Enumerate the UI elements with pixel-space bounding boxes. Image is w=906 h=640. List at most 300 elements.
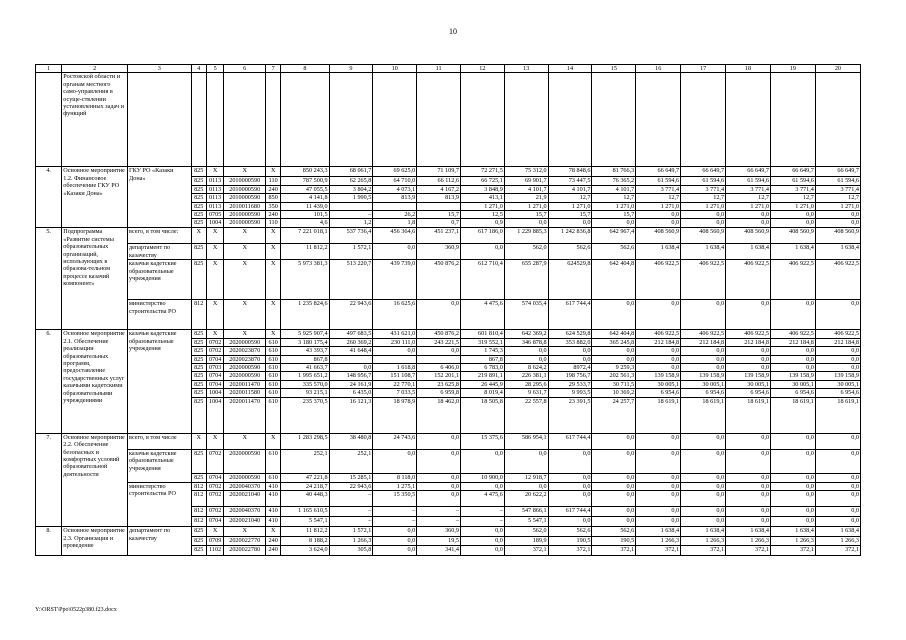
amount-cell: 1 271,0 [592, 202, 636, 210]
amount-cell: 68 061,7 [329, 167, 373, 177]
amount-cell: 0,0 [592, 482, 636, 490]
code-cell: 410 [266, 507, 281, 517]
amount-cell: 66 649,7 [815, 167, 860, 177]
amount-cell: 3 804,2 [329, 185, 373, 193]
amount-cell: 47 055,5 [281, 185, 329, 193]
executor-cell: ГКУ РО «Казаки Дона» [128, 167, 192, 228]
code-cell: 825 [191, 202, 206, 210]
code-cell: 0702 [206, 507, 224, 517]
amount-cell: 15,7 [417, 211, 461, 219]
amount-cell: 11 812,2 [281, 244, 329, 260]
amount-cell: 617 744,4 [548, 433, 592, 449]
table-cell [36, 73, 62, 167]
code-cell: 610 [266, 347, 281, 355]
amount-cell: 8 118,0 [373, 473, 417, 482]
amount-cell: 66 649,7 [770, 167, 815, 177]
amount-cell: 12,7 [592, 194, 636, 202]
code-cell: 2010000590 [224, 211, 266, 219]
table-row [36, 449, 861, 473]
amount-cell: 0,0 [770, 507, 815, 517]
code-cell: X [266, 260, 281, 300]
amount-cell: 0,0 [770, 433, 815, 449]
amount-cell: 22 557,8 [504, 397, 548, 433]
amount-cell: 0,0 [770, 355, 815, 363]
amount-cell: 0,0 [548, 347, 592, 355]
amount-cell: 18 619,1 [681, 397, 726, 433]
page-number: 10 [449, 27, 457, 36]
measure-name: Основное мероприятие 2.2. Обеспечение безопасных и комфортных условий образовательной деятельности [62, 433, 128, 526]
code-cell: 610 [266, 397, 281, 433]
amount-cell: 372,1 [726, 545, 771, 555]
code-cell: 812 [191, 507, 206, 517]
amount-cell: 850 243,3 [281, 167, 329, 177]
amount-cell: 513 220,7 [329, 260, 373, 300]
amount-cell: 0,0 [636, 517, 681, 527]
amount-cell: 0,0 [815, 300, 860, 330]
column-header: 2 [62, 65, 128, 73]
amount-cell: 0,0 [681, 355, 726, 363]
table-cell [770, 73, 815, 167]
amount-cell: 47 221,8 [281, 473, 329, 482]
amount-cell: 0,0 [726, 355, 771, 363]
code-cell: 410 [266, 482, 281, 490]
code-cell: X [206, 527, 224, 537]
code-cell: 825 [191, 364, 206, 372]
amount-cell: 0,0 [726, 449, 771, 473]
amount-cell: 1 572,1 [329, 244, 373, 260]
amount-cell: 0,0 [592, 491, 636, 507]
amount-cell: 0,0 [548, 491, 592, 507]
amount-cell: 5 925 907,4 [281, 330, 329, 338]
amount-cell: 9 993,5 [548, 389, 592, 397]
amount-cell: 1 266,3 [770, 537, 815, 545]
code-cell: 0113 [206, 194, 224, 202]
amount-cell: 0,0 [460, 527, 504, 537]
code-cell: 0702 [206, 449, 224, 473]
table-cell [592, 73, 636, 167]
code-cell: 2020000590 [224, 364, 266, 372]
table-row [36, 244, 861, 260]
amount-cell: 1 271,0 [770, 202, 815, 210]
amount-cell: 0,0 [636, 219, 681, 228]
amount-cell: 0,0 [770, 517, 815, 527]
amount-cell: 61 594,6 [770, 177, 815, 185]
amount-cell: 151 108,7 [373, 372, 417, 380]
code-cell: 825 [191, 347, 206, 355]
amount-cell: 408 560,9 [770, 228, 815, 244]
amount-cell: 28 295,6 [504, 380, 548, 388]
code-cell: 825 [191, 219, 206, 228]
header-row [36, 65, 861, 73]
amount-cell: 0,0 [815, 433, 860, 449]
amount-cell: 26 445,9 [460, 380, 504, 388]
executor-cell: казачьи кадетские образовательные учреждения [128, 449, 192, 482]
amount-cell: 3 771,4 [726, 185, 771, 193]
amount-cell: 72 271,5 [460, 167, 504, 177]
amount-cell: 0,0 [592, 355, 636, 363]
amount-cell: 0,0 [726, 300, 771, 330]
amount-cell: 8972,4 [548, 364, 592, 372]
amount-cell: 3 771,4 [636, 185, 681, 193]
amount-cell: 1 638,4 [815, 244, 860, 260]
amount-cell: 406 922,5 [681, 330, 726, 338]
amount-cell: 12,7 [636, 194, 681, 202]
amount-cell: 1 266,3 [636, 537, 681, 545]
amount-cell: – [417, 517, 461, 527]
amount-cell [373, 202, 417, 210]
amount-cell: 22 770,1 [373, 380, 417, 388]
amount-cell: 365 245,8 [592, 338, 636, 346]
amount-cell: 18 619,1 [636, 397, 681, 433]
code-cell: 2020000590 [224, 473, 266, 482]
code-cell: 825 [191, 397, 206, 433]
column-header: 3 [128, 65, 192, 73]
amount-cell: 41 663,7 [281, 364, 329, 372]
amount-cell: 148 956,7 [329, 372, 373, 380]
amount-cell: 41 648,4 [329, 347, 373, 355]
amount-cell: 562,0 [504, 527, 548, 537]
code-cell: 2020023870 [224, 355, 266, 363]
code-cell: X [191, 433, 206, 449]
code-cell: 825 [191, 185, 206, 193]
amount-cell: 0,0 [726, 491, 771, 507]
amount-cell: 235 370,5 [281, 397, 329, 433]
column-header: 18 [726, 65, 771, 73]
amount-cell: 406 922,5 [681, 260, 726, 300]
code-cell: 2020011580 [224, 389, 266, 397]
amount-cell: 0,0 [592, 347, 636, 355]
amount-cell: 0,0 [681, 219, 726, 228]
amount-cell: 406 922,5 [726, 260, 771, 300]
amount-cell: – [460, 517, 504, 527]
amount-cell: 1 638,4 [636, 527, 681, 537]
amount-cell: 243 221,5 [417, 338, 461, 346]
executor-cell: министерство строительства РО [128, 300, 192, 330]
executor-cell: казачьи кадетские образовательные учреждения [128, 330, 192, 433]
column-header: 9 [329, 65, 373, 73]
amount-cell: 5 973 381,3 [281, 260, 329, 300]
amount-cell: 586 954,1 [504, 433, 548, 449]
code-cell: 825 [191, 167, 206, 177]
column-header: 10 [373, 65, 417, 73]
amount-cell: 0,0 [681, 449, 726, 473]
column-header: 4 [191, 65, 206, 73]
amount-cell: 1 242 836,8 [548, 228, 592, 244]
amount-cell: 1 165 610,5 [281, 507, 329, 517]
amount-cell: 15,7 [504, 211, 548, 219]
amount-cell: 18 619,1 [726, 397, 771, 433]
amount-cell: 0,0 [636, 355, 681, 363]
executor-cell: всего, в том числе: [128, 228, 192, 244]
amount-cell: 360,9 [417, 527, 461, 537]
amount-cell: 8 188,2 [281, 537, 329, 545]
code-cell: 610 [266, 364, 281, 372]
amount-cell: 18 619,1 [770, 397, 815, 433]
amount-cell: 21,9 [504, 194, 548, 202]
amount-cell: 139 158,9 [770, 372, 815, 380]
amount-cell: 0,0 [592, 449, 636, 473]
code-cell: 2020011470 [224, 380, 266, 388]
amount-cell: 547 866,1 [504, 507, 548, 517]
code-cell: 240 [266, 211, 281, 219]
amount-cell: 0,0 [681, 482, 726, 490]
amount-cell: 1 271,0 [681, 202, 726, 210]
amount-cell: 0,0 [815, 482, 860, 490]
code-cell: 2020000590 [224, 372, 266, 380]
amount-cell: 456 364,6 [373, 228, 417, 244]
amount-cell: 78 848,6 [548, 167, 592, 177]
amount-cell: 8 624,2 [504, 364, 548, 372]
code-cell: X [266, 330, 281, 338]
amount-cell: 190,5 [592, 537, 636, 545]
code-cell: 610 [266, 372, 281, 380]
amount-cell: 0,0 [770, 473, 815, 482]
amount-cell: 0,0 [548, 355, 592, 363]
amount-cell: – [329, 517, 373, 527]
code-cell: X [206, 244, 224, 260]
amount-cell: 0,0 [726, 211, 771, 219]
table-cell [548, 73, 592, 167]
amount-cell: 0,0 [681, 517, 726, 527]
amount-cell: 252,1 [281, 449, 329, 473]
amount-cell: 0,0 [815, 364, 860, 372]
amount-cell: 139 158,9 [636, 372, 681, 380]
amount-cell: 0,0 [460, 244, 504, 260]
code-cell: 0704 [206, 355, 224, 363]
amount-cell: 4,6 [281, 219, 329, 228]
amount-cell: 15,7 [548, 211, 592, 219]
amount-cell: – [329, 211, 373, 219]
code-cell: 0702 [206, 338, 224, 346]
amount-cell: 0,0 [815, 517, 860, 527]
amount-cell: 642 967,4 [592, 228, 636, 244]
amount-cell: 0,0 [417, 491, 461, 507]
amount-cell: 22 943,6 [329, 482, 373, 490]
amount-cell: 212 184,8 [770, 338, 815, 346]
amount-cell: 9 259,3 [592, 364, 636, 372]
amount-cell: 0,0 [681, 300, 726, 330]
amount-cell: 226 381,1 [504, 372, 548, 380]
code-cell: X [266, 300, 281, 330]
code-cell: X [191, 228, 206, 244]
code-cell: 2010000590 [224, 185, 266, 193]
amount-cell: 867,8 [281, 355, 329, 363]
column-header: 7 [266, 65, 281, 73]
code-cell: 0702 [206, 347, 224, 355]
amount-cell: 1 638,4 [815, 527, 860, 537]
amount-cell: 0,0 [329, 364, 373, 372]
table-cell [329, 73, 373, 167]
amount-cell: 406 922,5 [770, 260, 815, 300]
amount-cell: 10 900,0 [460, 473, 504, 482]
amount-cell: 15 350,5 [373, 491, 417, 507]
amount-cell: 0,0 [815, 491, 860, 507]
amount-cell: 0,0 [636, 347, 681, 355]
amount-cell: 0,0 [636, 507, 681, 517]
table-cell [206, 73, 224, 167]
code-cell: 0704 [206, 380, 224, 388]
amount-cell: 212 184,8 [726, 338, 771, 346]
code-cell: 1102 [206, 545, 224, 555]
amount-cell: – [373, 517, 417, 527]
amount-cell: 0,0 [815, 211, 860, 219]
amount-cell: 4 101,7 [548, 185, 592, 193]
amount-cell: 6 406,0 [417, 364, 461, 372]
amount-cell: 0,0 [417, 482, 461, 490]
amount-cell: 139 158,9 [681, 372, 726, 380]
amount-cell: 0,0 [681, 507, 726, 517]
amount-cell: 3 771,4 [681, 185, 726, 193]
column-header: 17 [681, 65, 726, 73]
amount-cell: 406 922,5 [815, 260, 860, 300]
amount-cell: 69 625,0 [373, 167, 417, 177]
amount-cell: 413,1 [460, 194, 504, 202]
amount-cell [329, 355, 373, 363]
amount-cell: 11 439,0 [281, 202, 329, 210]
amount-cell: 30 005,1 [770, 380, 815, 388]
amount-cell: 406 922,5 [636, 330, 681, 338]
budget-table [35, 64, 861, 556]
code-cell: 825 [191, 380, 206, 388]
amount-cell: 3 848,9 [460, 185, 504, 193]
amount-cell: 0,0 [417, 300, 461, 330]
amount-cell: 0,0 [726, 364, 771, 372]
amount-cell: 5 547,1 [504, 517, 548, 527]
amount-cell: 0,0 [417, 449, 461, 473]
amount-cell: 0,0 [770, 482, 815, 490]
column-header: 19 [770, 65, 815, 73]
code-cell: 825 [191, 545, 206, 555]
code-cell: X [206, 228, 224, 244]
amount-cell: 353 882,0 [548, 338, 592, 346]
amount-cell: 230 111,0 [373, 338, 417, 346]
amount-cell: 43 393,7 [281, 347, 329, 355]
amount-cell: 8 019,4 [460, 389, 504, 397]
code-cell: X [266, 228, 281, 244]
column-header: 5 [206, 65, 224, 73]
code-cell: 610 [266, 449, 281, 473]
amount-cell: 26,2 [373, 211, 417, 219]
column-header: 16 [636, 65, 681, 73]
amount-cell: 30 005,1 [726, 380, 771, 388]
code-cell: X [224, 228, 266, 244]
code-cell: 0704 [206, 372, 224, 380]
amount-cell: 305,8 [329, 545, 373, 555]
code-cell: 2020040370 [224, 507, 266, 517]
amount-cell: 537 736,4 [329, 228, 373, 244]
code-cell: 0704 [206, 473, 224, 482]
amount-cell: 1 572,1 [329, 527, 373, 537]
row-number: 6. [36, 330, 62, 433]
amount-cell: 1,8 [373, 219, 417, 228]
table-row [36, 433, 861, 449]
amount-cell: 1 266,3 [815, 537, 860, 545]
amount-cell: 0,0 [373, 449, 417, 473]
amount-cell: 66 112,6 [417, 177, 461, 185]
amount-cell: – [329, 507, 373, 517]
column-header: 20 [815, 65, 860, 73]
amount-cell: 0,7 [417, 219, 461, 228]
code-cell: 2020022780 [224, 545, 266, 555]
code-cell: 825 [191, 527, 206, 537]
amount-cell: 12,7 [770, 194, 815, 202]
amount-cell: 431 621,0 [373, 330, 417, 338]
amount-cell: 0,0 [460, 482, 504, 490]
executor-cell: департамент по казачеству [128, 244, 192, 260]
amount-cell: 624529,8 [548, 260, 592, 300]
amount-cell: 1 271,0 [548, 202, 592, 210]
amount-cell: 372,1 [681, 545, 726, 555]
amount-cell: 6 783,0 [460, 364, 504, 372]
amount-cell: 408 560,9 [815, 228, 860, 244]
amount-cell: 19,5 [417, 537, 461, 545]
amount-cell: 12,7 [726, 194, 771, 202]
amount-cell: 30 005,1 [815, 380, 860, 388]
amount-cell: 30 005,1 [681, 380, 726, 388]
amount-cell: 1 638,4 [770, 244, 815, 260]
amount-cell: 0,0 [636, 211, 681, 219]
amount-cell: 198 756,7 [548, 372, 592, 380]
amount-cell: 0,0 [681, 347, 726, 355]
code-cell: 825 [191, 355, 206, 363]
amount-cell: 562,0 [504, 244, 548, 260]
amount-cell: 189,9 [504, 537, 548, 545]
code-cell: 0113 [206, 177, 224, 185]
amount-cell: 252,1 [329, 449, 373, 473]
amount-cell: 0,0 [373, 545, 417, 555]
code-cell: 0704 [206, 517, 224, 527]
amount-cell: 0,0 [681, 364, 726, 372]
amount-cell: 0,0 [726, 347, 771, 355]
amount-cell [329, 202, 373, 210]
row-number: 4. [36, 167, 62, 228]
amount-cell: 0,0 [592, 300, 636, 330]
amount-cell: 372,1 [592, 545, 636, 555]
code-cell: 812 [191, 491, 206, 507]
measure-name: Основное мероприятие 2.1. Обеспечение реализации образовательных программ, предоставление государственных услуг казачьими кадетскими образовательными учреждениями [62, 330, 128, 433]
amount-cell: 101,5 [281, 211, 329, 219]
amount-cell: 0,0 [636, 364, 681, 372]
amount-cell: 0,0 [726, 517, 771, 527]
amount-cell: 24 161,9 [329, 380, 373, 388]
amount-cell: 1 235 824,6 [281, 300, 329, 330]
amount-cell: 0,0 [681, 211, 726, 219]
amount-cell: 0,0 [592, 473, 636, 482]
amount-cell: 6 954,6 [815, 389, 860, 397]
code-cell: 812 [191, 517, 206, 527]
amount-cell: 0,0 [373, 244, 417, 260]
amount-cell: 12 918,7 [504, 473, 548, 482]
file-path-footer: Y:\ORST\Ppo\0522p380.f23.docx [35, 607, 117, 613]
row-number: 5. [36, 228, 62, 330]
amount-cell: 1 618,8 [373, 364, 417, 372]
code-cell: 2020021040 [224, 517, 266, 527]
amount-cell: 406 922,5 [726, 330, 771, 338]
amount-cell: 7 033,5 [373, 389, 417, 397]
amount-cell: 4 101,7 [504, 185, 548, 193]
amount-cell: 0,0 [726, 433, 771, 449]
amount-cell: 450 876,2 [417, 330, 461, 338]
amount-cell: 61 594,6 [726, 177, 771, 185]
amount-cell: 3 771,4 [815, 185, 860, 193]
amount-cell: – [329, 491, 373, 507]
amount-cell: 202 561,3 [592, 372, 636, 380]
amount-cell: 408 560,9 [726, 228, 771, 244]
column-header: 1 [36, 65, 62, 73]
amount-cell: 4 475,6 [460, 491, 504, 507]
amount-cell: 0,0 [460, 537, 504, 545]
amount-cell: 12,7 [815, 194, 860, 202]
